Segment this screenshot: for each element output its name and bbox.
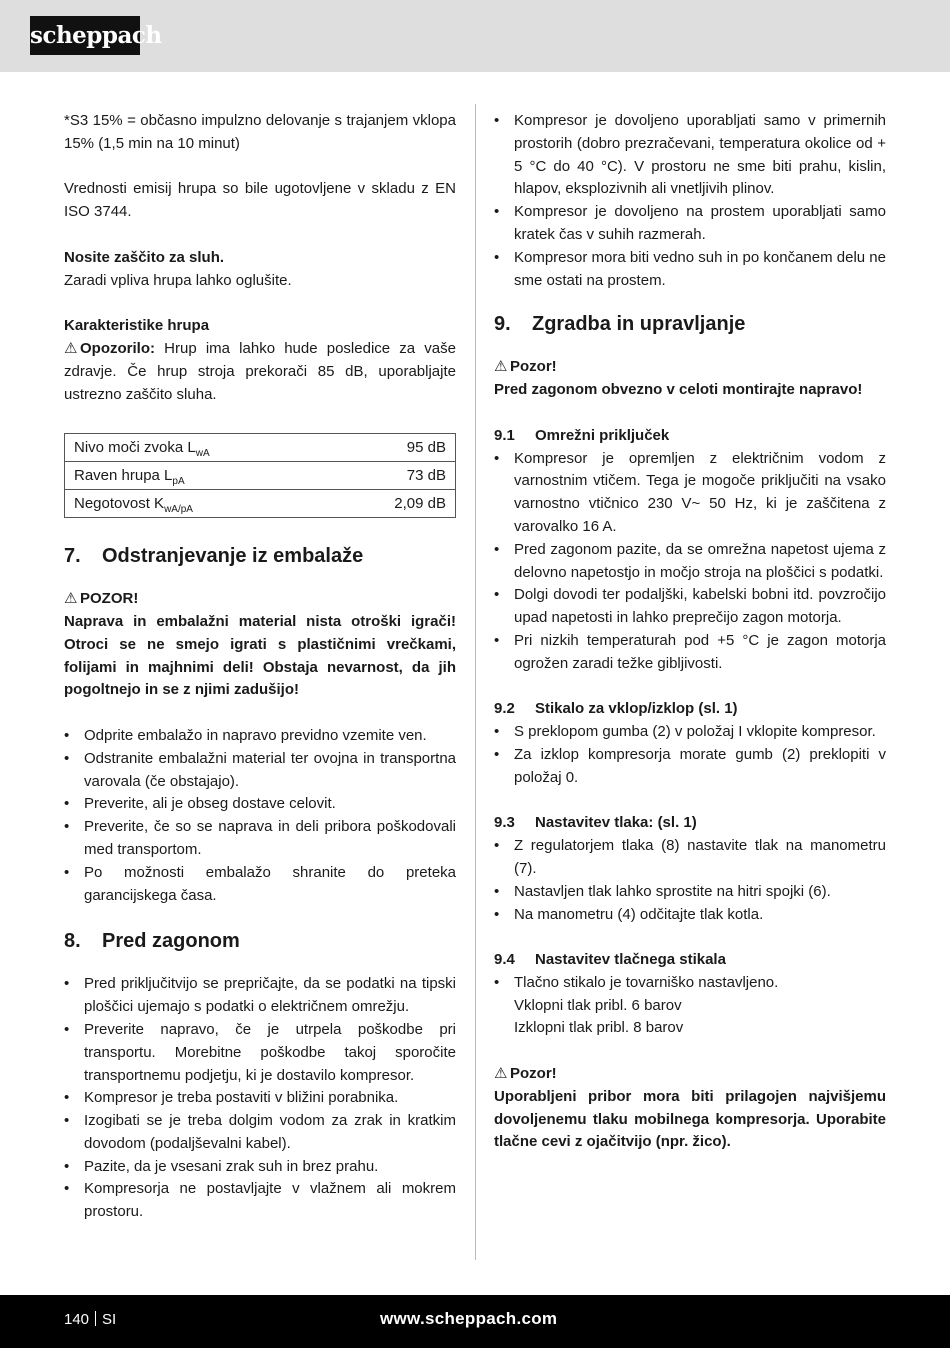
list-item: • Pred zagonom pazite, da se omrežna napetost ujema z delovno napetostjo in močjo stroja na ploščici s podatki. [494,539,886,585]
subsection-9-3-list [494,835,886,926]
section-9-warning-text: Pred zagonom obvezno v celoti montirajte napravo! [494,381,863,399]
list-item: • Po možnosti embalažo shranite do preteka garancijskega časa. [64,862,456,908]
list-item: • Tlačno stikalo je tovarniško nastavljeno. [494,972,886,995]
s3-note: *S3 15% = občasno impulzno delovanje s trajanjem vklopa 15% (1,5 min na 10 minut) [64,112,456,152]
list-item: • Kompresor je dovoljeno na prostem uporabljati samo kratek čas v suhih razmerah. [494,201,886,247]
list-item: • Odstranite embalažni material ter ovojna in transportna varovala (če obstajajo). [64,748,456,794]
brand-logo: scheppach [30,16,140,55]
section-9-warning-label: ⚠ Pozor! [494,356,886,379]
table-cell-value: 73 dB [333,462,455,490]
section-9-heading: 9. Zgradba in upravljanje [494,313,746,336]
list-item: • Kompresor mora biti vedno suh in po končanem delu ne sme ostati na prostem. [494,247,886,293]
table-cell-value: 2,09 dB [333,490,455,518]
section-8-heading: 8. Pred zagonom [64,930,240,953]
switch-on-pressure: Vklopni tlak pribl. 6 barov [514,996,682,1014]
warning-icon: ⚠ [64,339,78,357]
hearing-protection-heading: Nosite zaščito za sluh. [64,248,225,266]
switch-off-pressure: Izklopni tlak pribl. 8 barov [514,1019,684,1037]
section-7-warning-label: ⚠ POZOR! [64,588,456,611]
warning-icon: ⚠ [494,358,508,376]
noise-warning-text: Hrup ima lahko hude posledice za vaše zdravje. Če hrup stroja prekorači 85 dB, uporabljajte ustrezno zaščito sluha. [64,339,456,403]
table-row [65,490,456,518]
list-item: • S preklopom gumba (2) v položaj I vklopite kompresor. [494,721,886,744]
list-item: • Kompresor je opremljen z električnim vodom z varnostnim vtičem. Tega je mogoče priključiti na vsako varnostno vtičnico 230 V~ 50 Hz, ki je zaščitena z varovalko 16 A. [494,448,886,539]
list-item: • Izogibati se je treba dolgim vodom za zrak in kratkim dovodom (podaljševalni kabel). [64,1110,456,1156]
noise-warning [64,338,456,406]
table-cell-label: Nivo moči zvoka $L_{wA}$ [65,434,334,462]
list-item: • Za izklop kompresorja morate gumb (2) preklopiti v položaj 0. [494,744,886,790]
noise-warning-label: Opozorilo: [80,339,155,357]
usage-list [494,110,886,292]
list-item: • Na manometru (4) odčitajte tlak kotla. [494,904,886,927]
list-item: • Kompresor je treba postaviti v bližini porabnika. [64,1087,456,1110]
list-item: • Dolgi dovodi ter podaljški, kabelski bobni itd. povzročijo upad napetosti in lahko preprečijo zagon motorja. [494,584,886,630]
list-item: • Z regulatorjem tlaka (8) nastavite tlak na manometru (7). [494,835,886,881]
list-item: • Preverite, ali je obseg dostave celovit. [64,793,456,816]
section-7-heading: 7. Odstranjevanje iz embalaže [64,545,364,568]
page-separator [95,1311,96,1326]
subsection-9-2-heading: 9.2 Stikalo za vklop/izklop (sl. 1) [494,700,738,718]
footer-band [0,1295,950,1348]
list-item: • Kompresor je dovoljeno uporabljati samo v primernih prostorih (dobro prezračevani, temperatura okolice od + 5 °C do 40 °C). V prostoru ne sme biti prahu, kislin, hlapov, eksplozivnih ali vnetljivih plinov. [494,110,886,201]
subsection-9-4-heading: 9.4 Nastavitev tlačnega stikala [494,951,726,969]
column-divider [475,104,476,1260]
hearing-protection-text: Zaradi vpliva hrupa lahko oglušite. [64,271,292,289]
table-cell-value: 95 dB [333,434,455,462]
section-7-list [64,725,456,907]
list-item: • Pred priključitvijo se prepričajte, da se podatki na tipski ploščici ujemajo s podatki o električnem omrežju. [64,973,456,1019]
right-column [494,110,886,1154]
header-band [0,0,950,72]
emission-note: Vrednosti emisij hrupa so bile ugotovljene v skladu z EN ISO 3744. [64,180,456,221]
subsection-9-4-list [494,972,886,995]
subsection-9-2-list [494,721,886,789]
noise-table [64,433,456,518]
list-item: • Preverite napravo, če je utrpela poškodbe pri transportu. Morebitne poškodbe takoj sporočite transportnemu podjetju, ki je dostavilo kompresor. [64,1019,456,1087]
subsection-9-1-list [494,448,886,676]
list-item: • Nastavljen tlak lahko sprostite na hitri spojki (6). [494,881,886,904]
warning-icon: ⚠ [64,590,78,608]
table-row [65,462,456,490]
warning-icon: ⚠ [494,1065,508,1083]
list-item: • Odprite embalažo in napravo previdno vzemite ven. [64,725,456,748]
subsection-9-1-heading: 9.1 Omrežni priključek [494,426,670,444]
page-number: 140 SI [64,1311,117,1328]
subsection-9-3-heading: 9.3 Nastavitev tlaka: (sl. 1) [494,814,697,832]
website-link[interactable]: www.scheppach.com [380,1309,558,1328]
final-warning-text: Uporabljeni pribor mora biti prilagojen najvišjemu dovoljenemu tlaku mobilnega kompresorja. Uporabite tlačne cevi z ojačitvijo (npr. žico). [494,1087,886,1151]
table-cell-label: Raven hrupa $L_{pA}$ [65,462,334,490]
section-7-warning-text: Naprava in embalažni material nista otroški igrači! Otroci se ne smejo igrati s plastičnimi vrečkami, folijami in majhnimi deli! Obstaja nevarnost, da jih pogoltnejo in se z njimi zadušijo! [64,612,456,699]
table-cell-label: Negotovost $K_{wA/pA}$ [65,490,334,518]
noise-characteristics-title: Karakteristike hrupa [64,317,210,335]
final-warning-label: ⚠ Pozor! [494,1063,886,1086]
list-item: • Pri nizkih temperaturah pod +5 °C je zagon motorja ogrožen zaradi težke gibljivosti. [494,630,886,676]
left-column [64,110,456,1224]
list-item: • Kompresorja ne postavljajte v vlažnem ali mokrem prostoru. [64,1178,456,1224]
list-item: • Preverite, če so se naprava in deli pribora poškodovali med transportom. [64,816,456,862]
table-row [65,434,456,462]
section-8-list [64,973,456,1224]
list-item: • Pazite, da je vsesani zrak suh in brez prahu. [64,1156,456,1179]
